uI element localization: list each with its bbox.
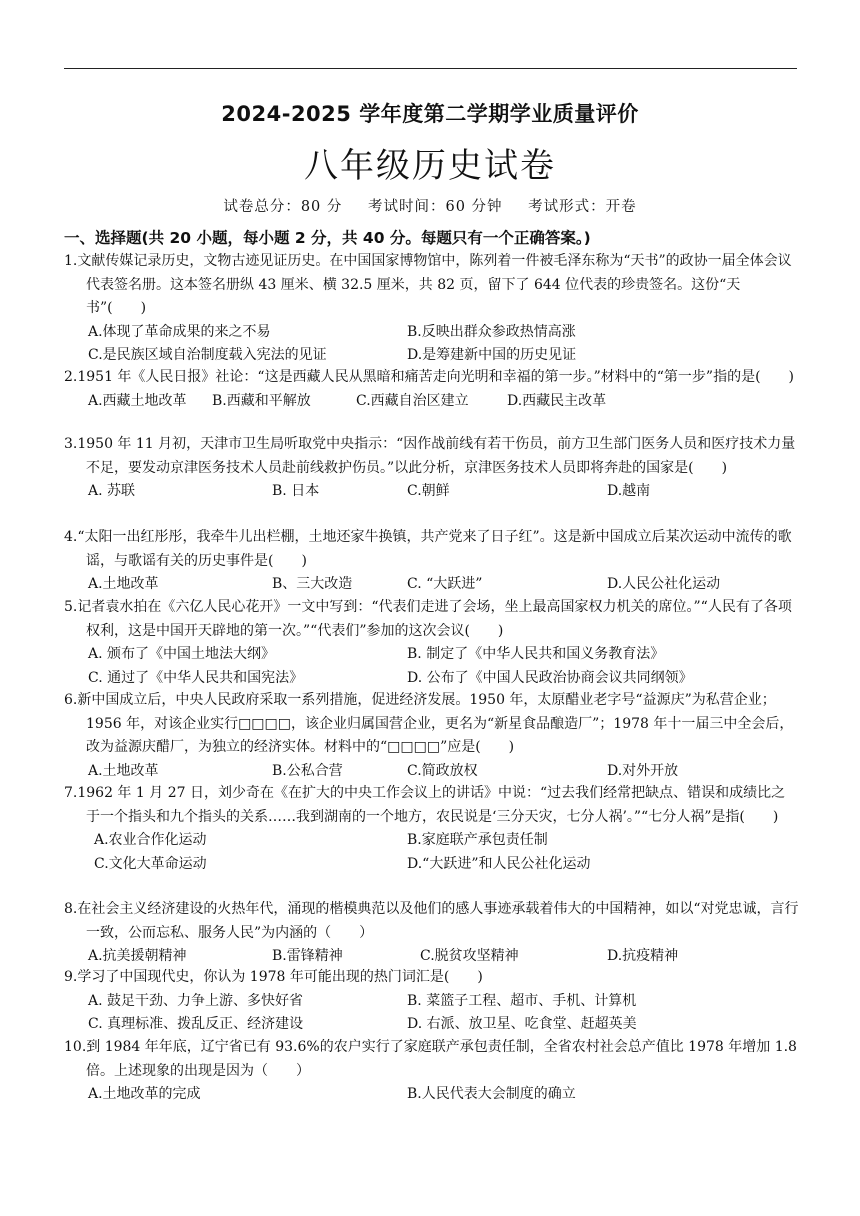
question-stem: 10.到 1984 年年底，辽宁省已有 93.6%的农户实行了家庭联产承包责任制，全省农村社会总产值比 1978 年增加 1.8 倍。上述现象的出现是因为（ ） xyxy=(64,1039,797,1079)
question-stem: 1.文献传媒记录历史，文物古迹见证历史。在中国国家博物馆中，陈列着一件被毛泽东称为“天书”的政协一届全体会议代表签名册。这本签名册纵 43 厘米、横 32.5 厘米，共 82 页，留下了 644 位代表的珍贵签名。这份“天书”( ) xyxy=(64,253,792,316)
question-options xyxy=(64,321,799,345)
option-a[interactable]: A.土地改革 xyxy=(88,762,159,779)
option-b[interactable]: B、三大改造 xyxy=(272,576,353,592)
question-7 xyxy=(64,782,799,876)
question-5 xyxy=(64,596,799,690)
option-b[interactable]: B.雷锋精神 xyxy=(272,948,343,964)
question-options xyxy=(64,945,799,969)
option-a[interactable]: A.土地改革 xyxy=(88,576,159,592)
option-b[interactable]: B. 菜篮子工程、超市、手机、计算机 xyxy=(407,992,637,1009)
question-stem: 6.新中国成立后，中央人民政府采取一系列措施，促进经济发展。1950 年，太原醋业老字号“益源庆”为私营企业；1956 年，对该企业实行□□□□，该企业归属国营企业，更名为“新星食品酿造厂”；1978 年十一届三中全会后，改为益源庆醋厂，为独立的经济实体。材料中的“□□□□”应是( ) xyxy=(64,692,794,755)
option-c[interactable]: C.文化大革命运动 xyxy=(94,855,207,872)
question-stem: 5.记者袁水拍在《六亿人民心花开》一文中写到：“代表们走进了会场，坐上最高国家权力机关的席位。”“人民有了各项权利，这是中国开天辟地的第一次。”“代表们”参加的这次会议( ) xyxy=(64,599,792,639)
option-d[interactable]: D.越南 xyxy=(607,483,651,499)
question-10 xyxy=(64,1036,799,1107)
question-options xyxy=(64,573,799,597)
question-options xyxy=(64,390,799,414)
question-stem: 8.在社会主义经济建设的火热年代，涌现的楷模典范以及他们的感人事迹承载着伟大的中国精神，如以“对党忠诚，言行一致，公而忘私、服务人民”为内涵的（ ） xyxy=(64,901,799,941)
option-a[interactable]: A.西藏土地改革 xyxy=(88,392,187,409)
option-a[interactable]: A. 鼓足干劲、力争上游、多快好省 xyxy=(88,992,304,1009)
section-heading: 一、选择题(共 20 小题，每小题 2 分，共 40 分。每题只有一个正确答案。) xyxy=(64,229,591,247)
question-6 xyxy=(64,689,799,783)
option-a[interactable]: A.抗美援朝精神 xyxy=(88,948,187,964)
question-3 xyxy=(64,433,799,504)
option-a[interactable]: A. 颁布了《中国土地法大纲》 xyxy=(88,646,276,662)
option-d[interactable]: D.“大跃进”和人民公社化运动 xyxy=(407,855,591,872)
option-c[interactable]: C. “大跃进” xyxy=(407,576,483,592)
option-c[interactable]: C.西藏自治区建立 xyxy=(356,392,469,409)
option-a[interactable]: A.农业合作化运动 xyxy=(94,832,207,848)
question-options xyxy=(64,990,799,1014)
question-options xyxy=(64,760,799,784)
option-b[interactable]: B.人民代表大会制度的确立 xyxy=(407,1086,576,1102)
question-4 xyxy=(64,526,799,597)
question-options xyxy=(64,853,799,877)
option-c[interactable]: C.朝鲜 xyxy=(407,483,450,499)
option-a[interactable]: A. 苏联 xyxy=(88,483,136,499)
option-d[interactable]: D.抗疫精神 xyxy=(607,948,679,964)
option-c[interactable]: C.是民族区域自治制度载入宪法的见证 xyxy=(88,347,327,363)
exam-subtitle: 八年级历史试卷 xyxy=(304,146,556,186)
option-b[interactable]: B.反映出群众参政热情高涨 xyxy=(407,323,576,340)
option-c[interactable]: C.脱贫攻坚精神 xyxy=(420,948,519,964)
option-d[interactable]: D.人民公社化运动 xyxy=(607,576,721,592)
exam-meta xyxy=(0,195,860,216)
question-options xyxy=(64,667,799,691)
question-options xyxy=(64,1083,799,1107)
exam-time: 考试时间：60 分钟 xyxy=(368,199,503,215)
question-9 xyxy=(64,966,799,1037)
option-c[interactable]: C. 真理标准、拨乱反正、经济建设 xyxy=(88,1016,304,1032)
question-options xyxy=(64,1013,799,1037)
option-b[interactable]: B.公私合营 xyxy=(272,762,343,779)
option-a[interactable]: A.体现了革命成果的来之不易 xyxy=(88,323,271,340)
option-b[interactable]: B. 日本 xyxy=(272,483,320,499)
question-options xyxy=(64,829,799,853)
exam-form: 考试形式：开卷 xyxy=(528,199,637,215)
question-stem: 7.1962 年 1 月 27 日，刘少奇在《在扩大的中央工作会议上的讲话》中说：“过去我们经常把缺点、错误和成绩比之于一个指头和九个指头的关系……我到湖南的一个地方，农民说是‘三分天灾，七分人祸’。”“七分人祸”是指( ) xyxy=(64,785,786,825)
option-d[interactable]: D.西藏民主改革 xyxy=(507,392,607,409)
question-stem: 3.1950 年 11 月初，天津市卫生局听取党中央指示：“因作战前线有若干伤员，前方卫生部门医务人员和医疗技术力量不足，要发动京津医务技术人员赴前线救护伤员。”以此分析，京津医务技术人员即将奔赴的国家是( ) xyxy=(64,436,796,476)
top-rule xyxy=(64,68,797,69)
question-options xyxy=(64,643,799,667)
option-d[interactable]: D.对外开放 xyxy=(607,762,679,779)
question-options xyxy=(64,480,799,504)
question-2 xyxy=(64,366,799,413)
question-8 xyxy=(64,898,799,969)
question-1 xyxy=(64,250,799,368)
total-score: 试卷总分：80 分 xyxy=(223,199,343,215)
question-stem: 2.1951 年《人民日报》社论：“这是西藏人民从黑暗和痛苦走向光明和幸福的第一步。”材料中的“第一步”指的是( ) xyxy=(64,369,794,385)
question-stem: 4.“太阳一出红彤彤，我牵牛儿出栏棚，土地还家牛换镇，共产党来了日子红”。这是新中国成立后某次运动中流传的歌谣，与歌谣有关的历史事件是( ) xyxy=(64,529,792,569)
option-d[interactable]: D. 右派、放卫星、吃食堂、赶超英美 xyxy=(407,1016,637,1032)
question-stem: 9.学习了中国现代史，你认为 1978 年可能出现的热门词汇是( ) xyxy=(64,969,483,985)
question-options xyxy=(64,344,799,368)
option-b[interactable]: B.西藏和平解放 xyxy=(212,392,311,409)
option-d[interactable]: D. 公布了《中国人民政治协商会议共同纲领》 xyxy=(407,669,693,686)
option-c[interactable]: C. 通过了《中华人民共和国宪法》 xyxy=(88,669,304,686)
option-b[interactable]: B. 制定了《中华人民共和国义务教育法》 xyxy=(407,646,665,662)
option-b[interactable]: B.家庭联产承包责任制 xyxy=(407,832,548,848)
exam-title: 2024-2025 学年度第二学期学业质量评价 xyxy=(221,102,639,126)
option-c[interactable]: C.简政放权 xyxy=(407,762,478,779)
option-d[interactable]: D.是筹建新中国的历史见证 xyxy=(407,347,577,363)
option-a[interactable]: A.土地改革的完成 xyxy=(88,1086,201,1102)
